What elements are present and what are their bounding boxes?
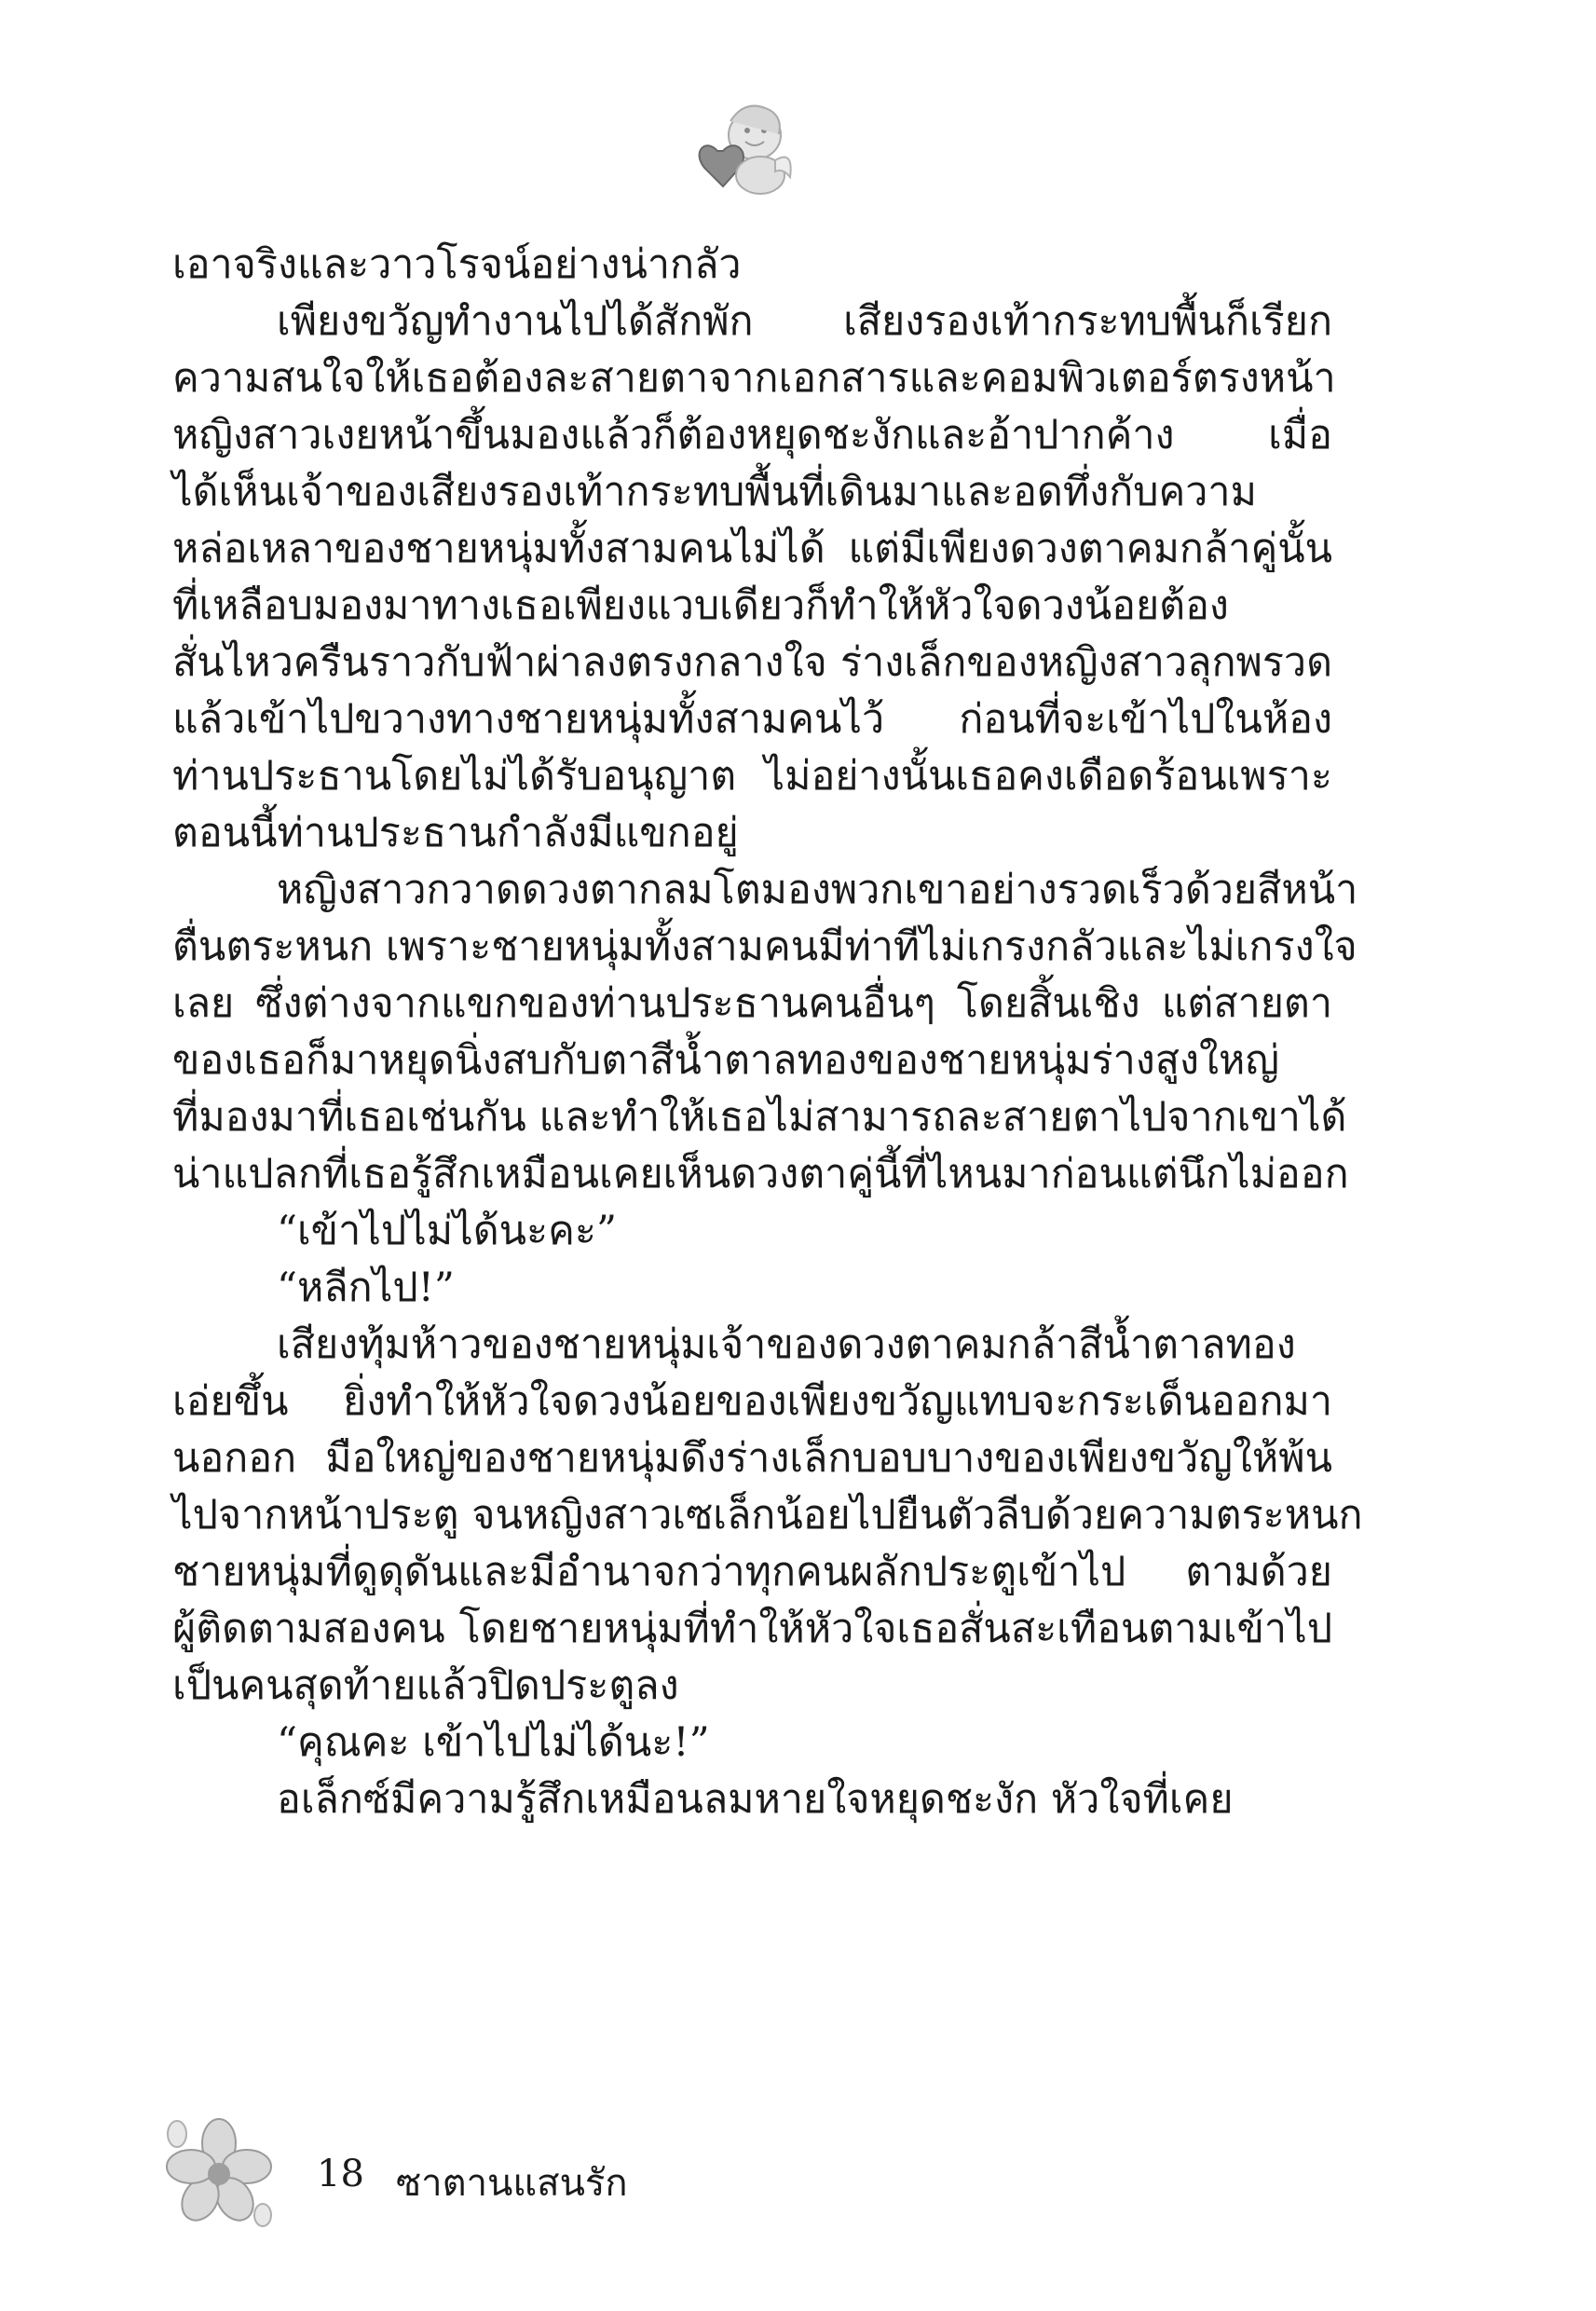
page-footer — [158, 2111, 811, 2232]
flower-ornament-icon — [158, 2111, 280, 2232]
text-line: เพียงขวัญทำงานไปได้สักพัก เสียงรองเท้ากระทบพื้นก็เรียก — [277, 298, 1332, 345]
text-line: เอาจริงและวาวโรจน์อย่างน่ากลัว — [172, 241, 742, 288]
paragraph — [172, 1715, 1332, 1771]
cupid-heart-ornament-icon — [689, 93, 801, 205]
paragraph — [172, 1317, 1363, 1715]
text-line: น่าแปลกที่เธอรู้สึกเหมือนเคยเห็นดวงตาคู่นี้ที่ไหนมาก่อนแต่นึกไม่ออก — [172, 1151, 1349, 1197]
text-line: ได้เห็นเจ้าของเสียงรองเท้ากระทบพื้นที่เดินมาและอดทึ่งกับความ — [172, 469, 1257, 515]
text-line: ชายหนุ่มที่ดูดุดันและมีอำนาจกว่าทุกคนผลักประตูเข้าไป ตามด้วย — [172, 1549, 1332, 1595]
text-line: แล้วเข้าไปขวางทางชายหนุ่มทั้งสามคนไว้ ก่อนที่จะเข้าไปในห้อง — [172, 696, 1332, 743]
text-line: เลย ซึ่งต่างจากแขกของท่านประธานคนอื่นๆ โดยสิ้นเชิง แต่สายตา — [172, 980, 1332, 1027]
text-line: นอกอก มือใหญ่ของชายหนุ่มดึงร่างเล็กบอบบางของเพียงขวัญให้พ้น — [172, 1435, 1332, 1482]
text-line: หญิงสาวเงยหน้าขึ้นมองแล้วก็ต้องหยุดชะงักและอ้าปากค้าง เมื่อ — [172, 412, 1332, 458]
paragraph — [172, 862, 1358, 1203]
page-number: 18 — [317, 2153, 364, 2195]
text-line: ตื่นตระหนก เพราะชายหนุ่มทั้งสามคนมีท่าทีไม่เกรงกลัวและไม่เกรงใจ — [172, 923, 1357, 970]
paragraph — [172, 294, 1336, 862]
text-line: ผู้ติดตามสองคน โดยชายหนุ่มที่ทำให้หัวใจเธอสั่นสะเทือนตามเข้าไป — [172, 1606, 1332, 1652]
chapter-body-text — [172, 237, 1363, 1828]
text-line: ที่มองมาที่เธอเช่นกัน และทำให้เธอไม่สามารถละสายตาไปจากเขาได้ — [172, 1094, 1347, 1141]
text-line: ความสนใจให้เธอต้องละสายตาจากเอกสารและคอมพิวเตอร์ตรงหน้า — [172, 355, 1336, 402]
text-line: ที่เหลือบมองมาทางเธอเพียงแวบเดียวก็ทำให้หัวใจดวงน้อยต้อง — [172, 582, 1229, 629]
text-line: ไปจากหน้าประตู จนหญิงสาวเซเล็กน้อยไปยืนตัวลีบด้วยความตระหนก — [172, 1492, 1363, 1538]
text-line: สั่นไหวครืนราวกับฟ้าผ่าลงตรงกลางใจ ร่างเล็กของหญิงสาวลุกพรวด — [172, 639, 1332, 686]
paragraph — [172, 1260, 1332, 1317]
paragraph — [172, 1203, 1332, 1260]
text-line: ตอนนี้ท่านประธานกำลังมีแขกอยู่ — [172, 810, 739, 856]
text-line: เสียงทุ้มห้าวของชายหนุ่มเจ้าของดวงตาคมกล้าสีน้ำตาลทอง — [277, 1321, 1296, 1368]
text-line: ของเธอก็มาหยุดนิ่งสบกับตาสีน้ำตาลทองของชายหนุ่มร่างสูงใหญ่ — [172, 1037, 1279, 1084]
text-line: “เข้าไปไม่ได้นะคะ” — [277, 1208, 617, 1254]
text-line: หล่อเหลาของชายหนุ่มทั้งสามคนไม่ได้ แต่มีเพียงดวงตาคมกล้าคู่นั้น — [172, 526, 1332, 572]
paragraph — [172, 237, 1332, 294]
text-line: หญิงสาวกวาดดวงตากลมโตมองพวกเขาอย่างรวดเร็วด้วยสีหน้า — [277, 867, 1358, 913]
text-line: อเล็กซ์มีความรู้สึกเหมือนลมหายใจหยุดชะงัก หัวใจที่เคย — [277, 1776, 1234, 1823]
text-line: เอ่ยขึ้น ยิ่งทำให้หัวใจดวงน้อยของเพียงขวัญแทบจะกระเด็นออกมา — [172, 1378, 1332, 1425]
text-line: “หลีกไป!” — [277, 1265, 455, 1311]
text-line: เป็นคนสุดท้ายแล้วปิดประตูลง — [172, 1662, 679, 1709]
text-line: “คุณคะ เข้าไปไม่ได้นะ!” — [277, 1719, 710, 1766]
text-line: ท่านประธานโดยไม่ได้รับอนุญาต ไม่อย่างนั้นเธอคงเดือดร้อนเพราะ — [172, 753, 1332, 800]
paragraph — [172, 1771, 1332, 1828]
book-title: ซาตานแสนรัก — [396, 2162, 628, 2205]
